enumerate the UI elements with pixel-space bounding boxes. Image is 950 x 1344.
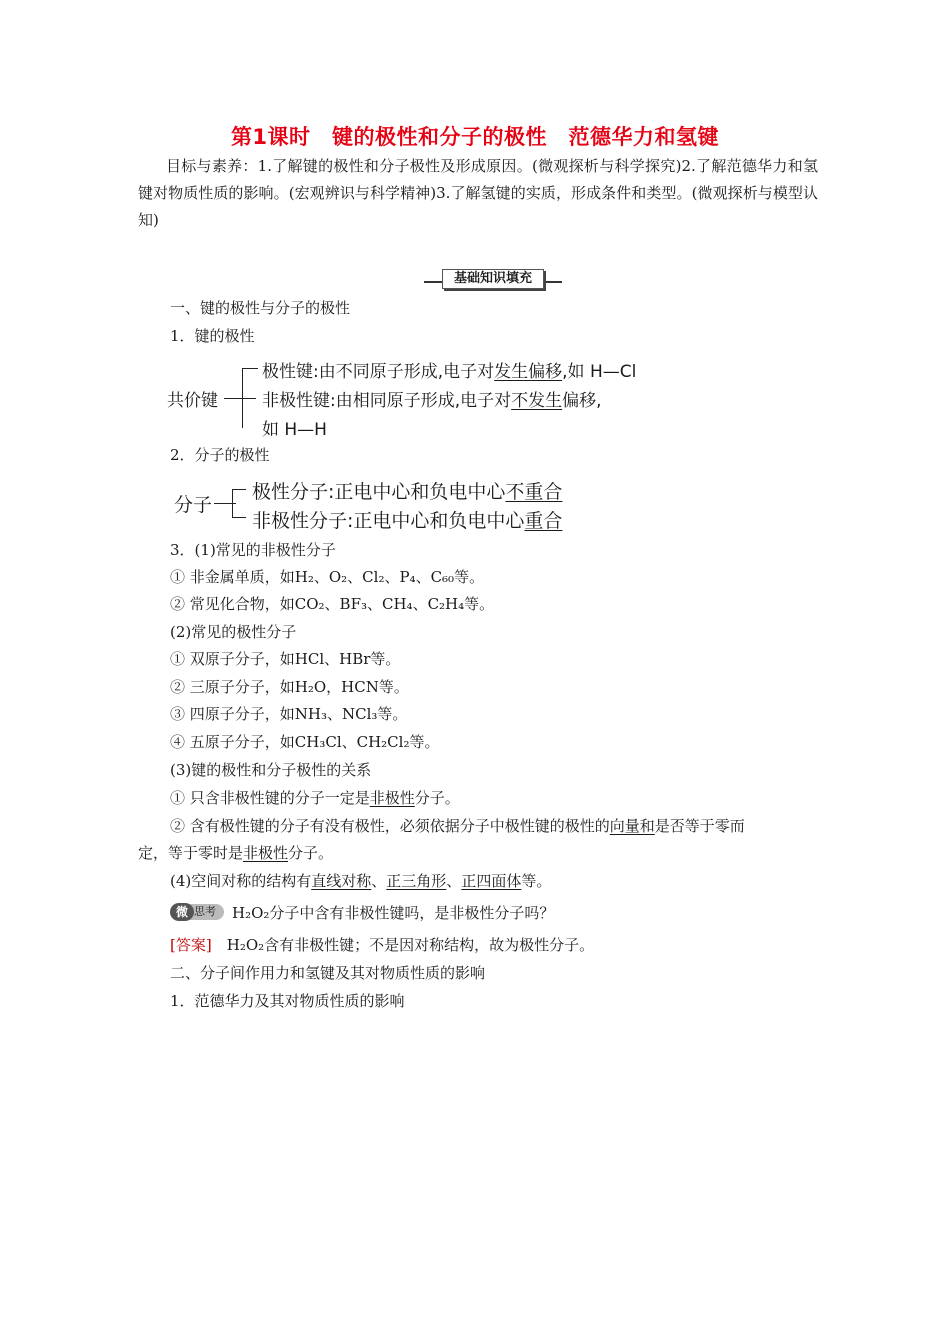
tree2-branch-nonpolar bbox=[252, 506, 562, 533]
think-badge-label: 思考 bbox=[186, 904, 224, 920]
tree2-b1-blank: 不重合 bbox=[505, 481, 563, 503]
tree2-tick-top bbox=[232, 489, 246, 490]
separator: 、 bbox=[371, 872, 387, 890]
tree2-tick-bottom bbox=[232, 517, 246, 518]
question-text: H₂O₂分子中含有非极性键吗，是非极性分子吗？ bbox=[232, 904, 555, 922]
rule-2-line2 bbox=[138, 840, 333, 867]
tree1-branch-polar bbox=[262, 357, 636, 382]
banner-label: 基础知识填充 bbox=[442, 269, 544, 289]
think-badge bbox=[170, 903, 226, 921]
subheading-molecule-polarity: 2．分子的极性 bbox=[170, 446, 270, 464]
list-item: ③ 四原子分子，如NH₃、NCl₃等。 bbox=[170, 705, 408, 723]
list-item: ④ 五原子分子，如CH₃Cl、CH₂Cl₂等。 bbox=[170, 733, 440, 751]
tree1-b2-tail: 偏移, bbox=[562, 391, 602, 411]
tree1-b1-blank: 发生偏移 bbox=[494, 362, 563, 382]
rule-1 bbox=[170, 785, 460, 812]
think-badge-icon: 微 bbox=[170, 903, 194, 921]
tree1-b2-blank: 不发生 bbox=[511, 391, 563, 411]
rule-2-text: ② 含有极性键的分子有没有极性，必须依据分子中极性键的极性的 bbox=[170, 817, 610, 835]
tree1-b2-example: 如 H—H bbox=[262, 420, 327, 440]
answer bbox=[170, 932, 594, 959]
symmetry-blank-3: 正四面体 bbox=[461, 872, 522, 890]
rule-2-tail: 是否等于零而 bbox=[654, 817, 745, 835]
tree1-bracket bbox=[242, 368, 243, 428]
tree2-bracket bbox=[232, 489, 233, 517]
think-question bbox=[170, 900, 554, 927]
list-item: ① 非金属单质，如H₂、O₂、Cl₂、P₄、C₆₀等。 bbox=[170, 568, 485, 586]
rule-1-tail: 分子。 bbox=[414, 789, 460, 807]
subheading-van-der-waals: 1．范德华力及其对物质性质的影响 bbox=[170, 992, 405, 1010]
learning-goals: 目标与素养：1.了解键的极性和分子极性及形成原因。(微观探析与科学探究)2.了解范德华力和氢键对物质性质的影响。(宏观辨识与科学精神)3.了解氢键的实质，形成条件和类型。(微观探析与模型认知) bbox=[138, 157, 818, 229]
symmetry-blank-2: 正三角形 bbox=[386, 872, 447, 890]
list-item: ② 三原子分子，如H₂O，HCN等。 bbox=[170, 678, 409, 696]
rule-2-line2-tail: 分子。 bbox=[288, 844, 334, 862]
rule-2-line2-text: 定，等于零时是 bbox=[138, 844, 244, 862]
subheading-polar-molecules: (2)常见的极性分子 bbox=[170, 623, 297, 641]
tree1-stem bbox=[224, 398, 256, 399]
tree1-branch-nonpolar bbox=[262, 386, 602, 411]
answer-text: H₂O₂含有非极性键；不是因对称结构，故为极性分子。 bbox=[226, 936, 595, 954]
tree2-b2-text: 非极性分子:正电中心和负电中心 bbox=[252, 510, 525, 532]
tree1-b2-text: 非极性键:由相同原子形成,电子对 bbox=[262, 391, 512, 411]
subheading-relationship: (3)键的极性和分子极性的关系 bbox=[170, 761, 372, 779]
subheading-nonpolar-molecules: 3．(1)常见的非极性分子 bbox=[170, 541, 336, 559]
subheading-bond-polarity: 1．键的极性 bbox=[170, 327, 255, 345]
section-banner bbox=[424, 267, 562, 289]
rule-1-blank: 非极性 bbox=[369, 789, 415, 807]
list-item: ② 常见化合物，如CO₂、BF₃、CH₄、C₂H₄等。 bbox=[170, 595, 495, 613]
rule-1-text: ① 只含非极性键的分子一定是 bbox=[170, 789, 370, 807]
symmetry-tail: 等。 bbox=[521, 872, 552, 890]
symmetry-blank-1: 直线对称 bbox=[311, 872, 372, 890]
tree2-b1-text: 极性分子:正电中心和负电中心 bbox=[252, 481, 506, 503]
tree1-tick-top bbox=[242, 368, 258, 369]
rule-2-line2-blank: 非极性 bbox=[243, 844, 289, 862]
rule-2-line1 bbox=[170, 813, 745, 840]
separator: 、 bbox=[446, 872, 462, 890]
page-title: 第1课时 键的极性和分子的极性 范德华力和氢键 bbox=[230, 125, 720, 149]
list-item: ① 双原子分子，如HCl、HBr等。 bbox=[170, 650, 401, 668]
tree2-branch-polar bbox=[252, 477, 562, 504]
answer-tag: [答案] bbox=[170, 936, 212, 954]
tree2-root: 分子 bbox=[174, 494, 213, 516]
symmetry-structures bbox=[170, 868, 551, 895]
tree1-b1-text: 极性键:由不同原子形成,电子对 bbox=[262, 362, 495, 382]
tree1-root: 共价键 bbox=[167, 391, 218, 411]
symmetry-text: (4)空间对称的结构有 bbox=[170, 872, 312, 890]
tree2-b2-blank: 重合 bbox=[524, 510, 563, 532]
rule-2-blank: 向量和 bbox=[609, 817, 655, 835]
section-heading-1: 一、键的极性与分子的极性 bbox=[170, 299, 351, 317]
tree1-b1-example: ,如 H—Cl bbox=[562, 362, 637, 382]
section-heading-2: 二、分子间作用力和氢键及其对物质性质的影响 bbox=[170, 964, 486, 982]
